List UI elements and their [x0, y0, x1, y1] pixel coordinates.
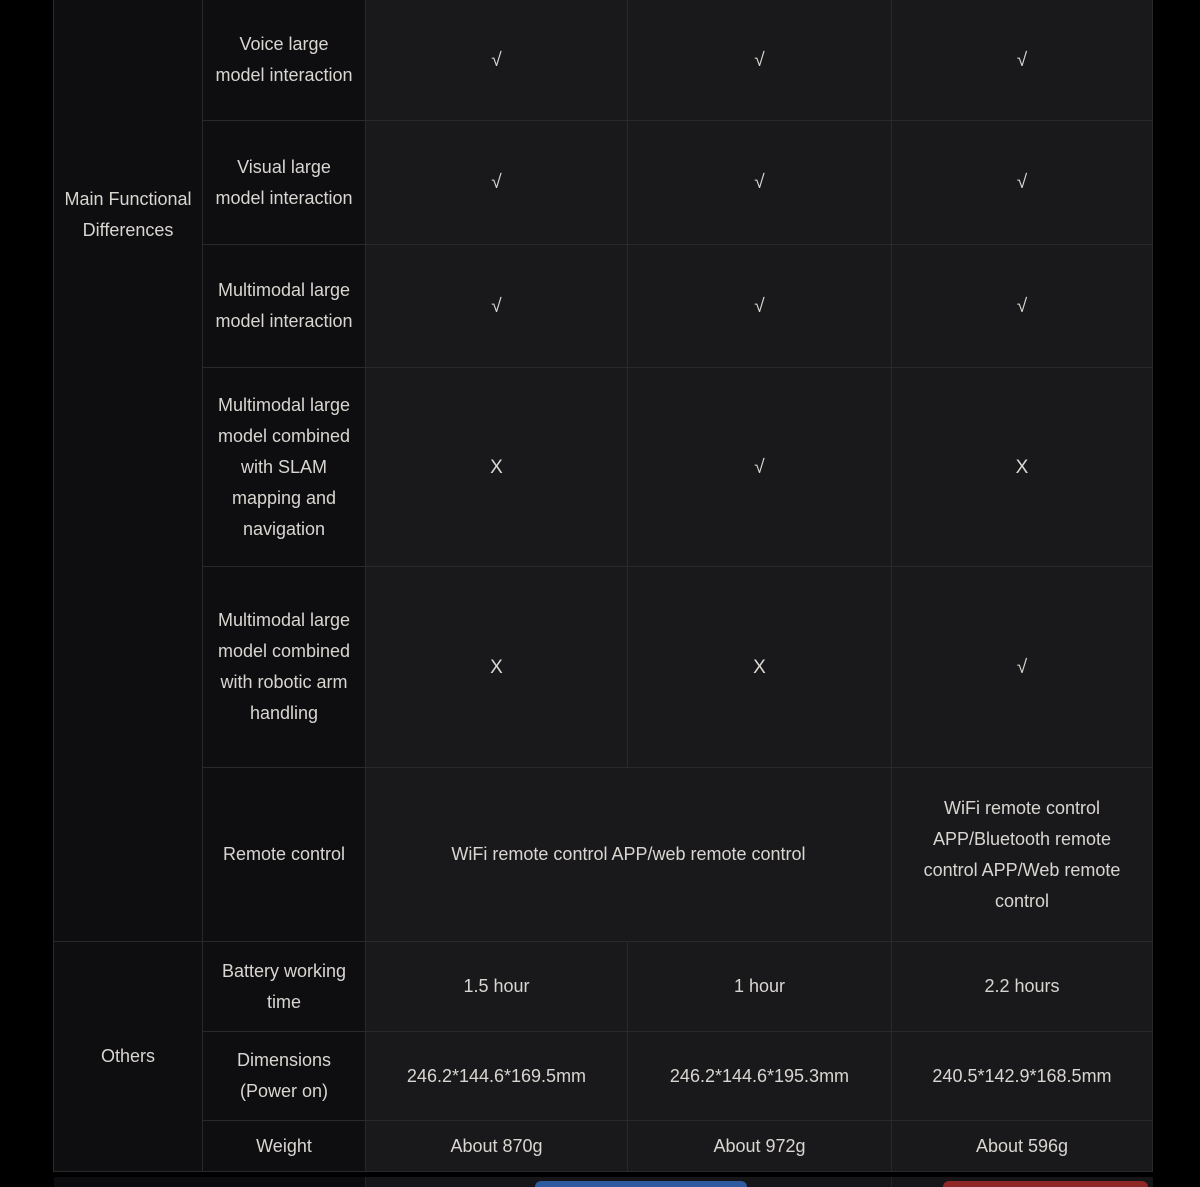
feature-label-battery-working-time: Battery working time — [203, 942, 366, 1032]
next-row-label-area — [54, 1177, 366, 1187]
table-cell — [366, 368, 628, 567]
check-icon: √ — [1016, 49, 1028, 71]
check-icon: √ — [491, 172, 502, 193]
check-icon: √ — [754, 295, 765, 317]
cross-icon: X — [1015, 456, 1029, 478]
dimensions-cell: 246.2*144.6*195.3mm — [628, 1032, 892, 1121]
check-icon: √ — [1016, 656, 1028, 678]
red-action-button-partial[interactable] — [943, 1181, 1148, 1187]
dimensions-cell: 246.2*144.6*169.5mm — [366, 1032, 628, 1121]
table-cell — [366, 245, 628, 368]
feature-label-robotic-arm-handling: Multimodal large model combined with robotic arm handling — [203, 567, 366, 768]
row-group-others: Others — [54, 942, 203, 1172]
feature-label-dimensions: Dimensions (Power on) — [203, 1032, 366, 1121]
table-cell — [628, 245, 892, 368]
table-cell — [892, 245, 1153, 368]
table-cell — [892, 567, 1153, 768]
remote-control-merged-cell: WiFi remote control APP/web remote control — [366, 768, 892, 942]
battery-time-cell: 1.5 hour — [366, 942, 628, 1032]
feature-label-voice-large-model: Voice large model interaction — [203, 0, 366, 121]
table-cell — [366, 121, 628, 245]
weight-cell: About 870g — [366, 1121, 628, 1172]
check-icon: √ — [754, 172, 765, 193]
blue-action-button-partial[interactable] — [535, 1181, 747, 1187]
check-icon: √ — [754, 49, 765, 71]
remote-control-cell: WiFi remote control APP/Bluetooth remote control APP/Web remote control — [892, 768, 1153, 942]
table-cell — [628, 567, 892, 768]
check-icon: √ — [754, 456, 765, 478]
row-group-main-functional-differences: Main Functional Differences — [54, 0, 203, 942]
table-cell — [628, 368, 892, 567]
table-cell — [628, 0, 892, 121]
feature-label-visual-large-model: Visual large model interaction — [203, 121, 366, 245]
table-cell — [892, 121, 1153, 245]
feature-label-slam-mapping-navigation: Multimodal large model combined with SLAM mapping and navigation — [203, 368, 366, 567]
cross-icon: X — [490, 656, 503, 678]
check-icon: √ — [491, 49, 502, 71]
check-icon: √ — [491, 295, 502, 317]
cross-icon: X — [753, 656, 766, 678]
weight-cell: About 596g — [892, 1121, 1153, 1172]
feature-label-multimodal-large-model: Multimodal large model interaction — [203, 245, 366, 368]
check-icon: √ — [1016, 172, 1028, 193]
feature-label-remote-control: Remote control — [203, 768, 366, 942]
battery-time-cell: 2.2 hours — [892, 942, 1153, 1032]
check-icon: √ — [1016, 295, 1028, 317]
dimensions-cell: 240.5*142.9*168.5mm — [892, 1032, 1153, 1121]
table-cell — [892, 0, 1153, 121]
feature-label-weight: Weight — [203, 1121, 366, 1172]
spec-comparison-table — [53, 0, 1153, 1172]
weight-cell: About 972g — [628, 1121, 892, 1172]
table-cell — [366, 0, 628, 121]
cross-icon: X — [490, 456, 503, 478]
table-cell — [628, 121, 892, 245]
table-cell — [892, 368, 1153, 567]
table-cell — [366, 567, 628, 768]
battery-time-cell: 1 hour — [628, 942, 892, 1032]
